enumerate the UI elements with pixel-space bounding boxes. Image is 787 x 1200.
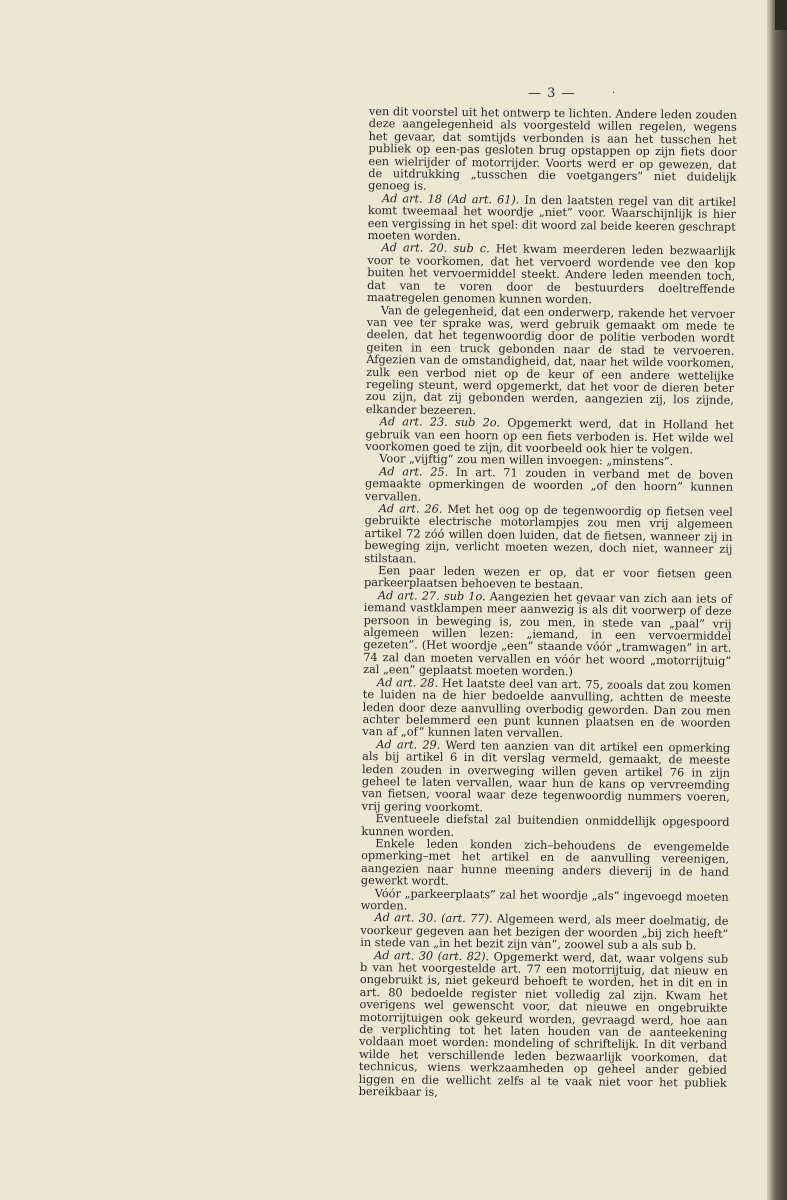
paragraph [367, 242, 736, 308]
paragraph [362, 739, 731, 817]
article-reference: Ad art. 29. [376, 737, 441, 752]
paragraph-text: Aangezien het gevaar van zich aan iets of iemand vastklampen meer aanwezig is als dit voorwerp of deze persoon in beweging is, zou men, in stede van „paal” vrij algemeen willen lezen: „iemand, in een vervoermiddel gezeten”. (Het woordje „een” staande vóór „tramwagen” in art. 74 zal dan moeten vervallen en vóór het woord „motorrijtuig” zal „een” geplaatst moeten worden.) [363, 590, 732, 679]
paragraph-text: ven dit voorstel uit het ontwerp te lichten. Andere leden zouden deze aangelegenheid als voorgesteld willen regelen, wegens het gevaar, dat somtijds verbonden is aan het tusschen het publiek op een-pas gesloten brug opstappen op zijn fiets door een wielrijder of motorrijder. Voorts werd er op gewezen, dat de uitdrukking „tusschen die voetgangers” niet duidelijk genoeg is. [368, 105, 737, 194]
paragraph [362, 677, 731, 743]
paragraph-text: Vóór „parkeerplaats” zal het woordje „als” ingevoegd moeten worden. [360, 886, 729, 913]
paragraph-text: Met het oog op de tegenwoordig op fietsen veel gebruikte electrische motorlampjes zou men vrij algemeen artikel 72 zóó willen doen luiden, dat de fietsen, wanneer zij in beweging zijn, verlicht moeten wezen, doch niet, wanneer zij stilstaan. [364, 502, 733, 566]
paragraph [363, 590, 732, 681]
paragraph-text: Opgemerkt werd, dat, waar volgens sub b van het voorgestelde art. 77 een motorrijtuig, dat nieuw en ongebruikt is, niet gekeurd behoeft te worden, het in dit en in art. 80 bedoelde register niet volledig zal zijn. Kwam het overigens wel gewenscht voor, dat nieuwe en ongebruikte motorrijtuigen ook gekeurd worden, gevraagd werd, hoe aan de verplichting tot het laten houden van de aanteekening voldaan moet worden: mondeling of schriftelijk. In dit verband wilde het verschillende leden bezwaarlijk voorkomen, dat technicus, wiens werkzaamheden op geheel ander gebied liggen en die wellicht zelfs al te vaak niet voor het publiek bereikbaar is, [358, 949, 729, 1099]
paragraph-text: Voor „vijftig” zou men willen invoegen: „minstens”. [379, 452, 674, 469]
paragraph-text: Een paar leden wezen er op, dat er voor fietsen geen parkeerplaatsen behoeven te bestaan. [363, 564, 733, 592]
page-dot-mark: · [612, 88, 616, 99]
paragraph-text: Algemeen werd, als meer doelmatig, de voorkeur gegeven aan het bezigen der woorden „bij zich heeft” in stede van „in het bezit zijn van”, zoowel sub a als sub b. [360, 912, 729, 953]
paragraph-text: In den laatsten regel van dit artikel komt tweemaal het woordje „niet” voor. Waarschijnlijk is hier een vergissing in het spel: dit woord zal beide keeren geschrapt moeten worden. [367, 193, 737, 244]
paragraph-text: Het laatste deel van art. 75, zooals dat zou komen te luiden na de hier bedoelde aanvulling, achtten de meeste leden door deze aanvulling overbodig geworden. Dan zou men achter belemmerd een punt kunnen plaatsen en de woorden van af „of” kunnen laten vervallen. [362, 676, 732, 741]
article-reference: Ad art. 18 (Ad art. 61). [381, 191, 520, 207]
paragraph-text: Het kwam meerderen leden bezwaarlijk voor te voorkomen, dat het vervoerd wordende vee den kop buiten het vervoermiddel steekt. Andere leden meenden toch, dat van te voren door de bestuurders doeltreffende maatregelen genomen kunnen worden. [366, 242, 736, 307]
article-reference: Ad art. 27. sub 1o. [377, 588, 486, 604]
paragraph [359, 950, 729, 1103]
binding-mark [775, 0, 787, 30]
paragraph-text: Enkele leden konden zich–behoudens de evengemelde opmerking–met het artikel en de aanvulling vereenigen, aangezien naar hunne meening anders dieverij in de hand gewerkt wordt. [360, 837, 730, 889]
article-reference: Ad art. 30. (art. 77). [374, 911, 493, 926]
page-number: — 3 — [528, 86, 576, 101]
paragraph [368, 106, 737, 197]
article-reference: Ad art. 26. [378, 502, 443, 516]
paragraph [365, 416, 733, 457]
paragraph [365, 466, 733, 507]
text-column [359, 106, 737, 1102]
paragraph [361, 838, 729, 891]
paragraph-text: In art. 71 zouden in verband met de boven gemaakte opmerkingen de woorden „of den hoorn” kunnen vervallen. [364, 465, 734, 504]
paragraph-text: Eventueele diefstal zal buitendien onmiddellijk opgespoord kunnen worden. [361, 812, 730, 839]
article-reference: Ad art. 25. [379, 464, 449, 479]
article-reference: Ad art. 30 (art. 82). [374, 948, 490, 963]
article-reference: Ad art. 23. sub 2o. [379, 415, 501, 430]
paragraph [368, 193, 736, 246]
paragraph-text: Werd ten aanzien van dit artikel een opmerking als bij artikel 6 in dit verslag vermeld, gemaakt, de meeste leden zouden in overweging willen geven artikel 76 in zijn geheel te laten vervallen, waar hun de kans op vervreemding van fietsen, vooral waar deze tegenwoordig nummers voeren, vrij gering voorkomt. [361, 738, 731, 814]
article-reference: Ad art. 28. [376, 675, 439, 690]
article-reference: Ad art. 20. sub c. [381, 241, 490, 256]
paragraph [364, 503, 733, 569]
paragraph-text: Van de gelegenheid, dat een onderwerp, rakende het vervoer van vee ter sprake was, werd gebruik gemaakt om mede te deelen, dat het tegenwoordig door de politie verboden wordt geiten in een truck gebonden naar de stad te vervoeren. Afgezien van de omstandigheid, dat, naar het wilde voorkomen, zulk een verbod niet op de keur of een andere wettelijke regeling steunt, werd opgemerkt, dat het voor de dieren beter zou zijn, dat zij gebonden werden, aangezien zij, los zijnde, elkander bezeeren. [365, 303, 735, 417]
paragraph-text: Opgemerkt werd, dat in Holland het gebruik van een hoorn op een fiets verboden is. Het wilde wel voorkomen goed te zijn, dit voorbeeld ook hier te volgen. [365, 416, 734, 457]
page-binding-edge [767, 0, 787, 1200]
paragraph [360, 912, 728, 953]
paragraph [366, 304, 735, 420]
